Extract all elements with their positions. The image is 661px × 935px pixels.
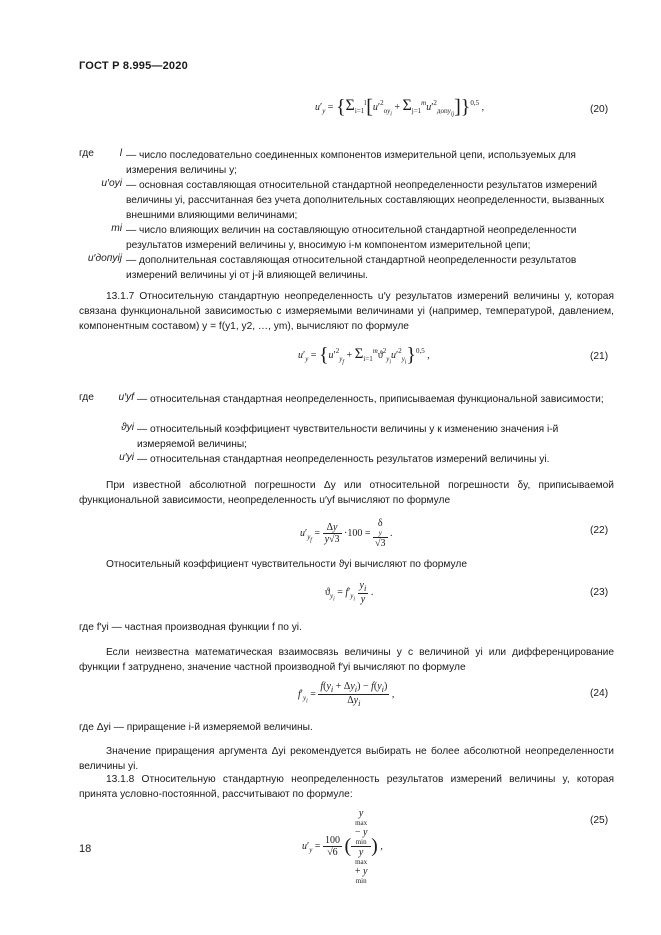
line-increment: где Δyi — приращение i-й измеряемой величины. bbox=[79, 722, 313, 733]
definition-u-yi: — относительная стандартная неопределенность результатов измерений величины yi. bbox=[137, 454, 550, 465]
paragraph-increment: Значение приращения аргумента Δyi рекомендуется выбирать не более абсолютной неопределенности величины yi. bbox=[79, 746, 614, 772]
where-label-21: где bbox=[79, 392, 94, 403]
paragraph-unknown-relation: Если неизвестна математическая взаимосвязь величины y с величиной yi или дифференцирование функции f затруднено, значение частной производной f′yi вычисляют по формуле bbox=[79, 647, 614, 673]
symbol-theta-yi: ϑyi bbox=[121, 422, 134, 433]
equation-number-21: (21) bbox=[590, 351, 609, 362]
formula-23: $ϑ_{y_i} = f'_{y_i}$ $\frac{y_i}{y}$ . bbox=[325, 580, 374, 605]
equation-number-23: (23) bbox=[590, 587, 609, 598]
definition-u-oyi: — основная составляющая относительной стандартной неопределенности результатов измерений величины yi, рассчитанная без учета дополнительных составляющих неопределенности, вызванных внешними влияющими величинами; bbox=[126, 180, 605, 221]
symbol-l: l bbox=[119, 148, 122, 159]
symbol-u-yi: u′yi bbox=[119, 452, 134, 463]
definition-mi: — число влияющих величин на составляющую относительной стандартной неопределенности результатов измерений величины y, вносимую i-м компонентом измерительной цепи; bbox=[126, 225, 577, 251]
paragraph-13-1-8: 13.1.8 Относительную стандартную неопределенность результатов измерений величины y, которая принята условно-постоянной, рассчитывают по формуле: bbox=[79, 774, 614, 800]
paragraph-sensitivity: Относительный коэффициент чувствительности ϑyi вычисляют по формуле bbox=[106, 559, 468, 570]
equation-number-24: (24) bbox=[590, 688, 609, 699]
symbol-u-dop: u′допyij bbox=[87, 253, 122, 264]
equation-number-20: (20) bbox=[590, 104, 609, 115]
formula-22: $u'_{y_f}$ = $\frac{\Delta y}{y√3}$ ·100 = δ y √3 . bbox=[300, 518, 393, 549]
symbol-u-yf: u′yf bbox=[118, 392, 134, 403]
definition-u-yf: — относительная стандартная неопределенность, приписываемая функциональной зависимости; bbox=[137, 394, 604, 405]
equation-number-22: (22) bbox=[590, 525, 609, 536]
definition-l: — число последовательно соединенных компонентов измерительной цепи, используемых для измерения величины y; bbox=[126, 150, 576, 176]
definition-u-dop: — дополнительная составляющая относительной стандартной неопределенности результатов измерений величины yi от j-й влияющей величины. bbox=[126, 255, 577, 281]
equation-number-25: (25) bbox=[590, 815, 609, 826]
formula-20: $u'_y = \{\Sigma_{i=1}^l[u'^2_{oy_i} + \Sigma_{j=1}^mu'^2_{допy_{ij}}]\}^{0,5}$ , bbox=[315, 96, 485, 118]
line-partial-derivative: где f′yi — частная производная функции f по yi. bbox=[79, 622, 302, 633]
document-header: ГОСТ Р 8.995—2020 bbox=[79, 60, 188, 72]
page-number: 18 bbox=[79, 843, 92, 855]
symbol-mi: mi bbox=[111, 223, 122, 234]
paragraph-13-1-7: 13.1.7 Относительную стандартную неопределенность u′y результатов измерений величины y, которая связана функциональной зависимостью с измеряемыми величинами yi (например, температурой, давлением, компонентным составом) y = f(y1, y2, …, ym), вычисляют по формуле bbox=[79, 291, 614, 332]
definition-theta-yi: — относительный коэффициент чувствительности величины y к изменению значения i-й измеряемой величины; bbox=[137, 424, 559, 450]
symbol-u-oyi: u′oyi bbox=[101, 178, 122, 189]
formula-24: $f'_{y_i}$ = $\frac{f(y_i + \Delta y_i) - f(y_i)}{\Delta y_i}$ , bbox=[298, 681, 395, 708]
paragraph-absolute-error: При известной абсолютной погрешности Δy или относительной погрешности δy, приписываемой функциональной зависимости, неопределенность u′yf вычисляют по формуле bbox=[79, 480, 614, 506]
formula-21: $u'_y = \{u'^2_{y_f} + \Sigma_{i=1}^mϑ^2_{y_i}u'^2_{y_i}\}^{0,5}$ , bbox=[298, 344, 430, 366]
formula-25: $u'_y$ = $\frac{100}{√6}$ ( y max − y min y max + y min ) , bbox=[302, 808, 383, 885]
where-label-20: где bbox=[79, 148, 94, 159]
